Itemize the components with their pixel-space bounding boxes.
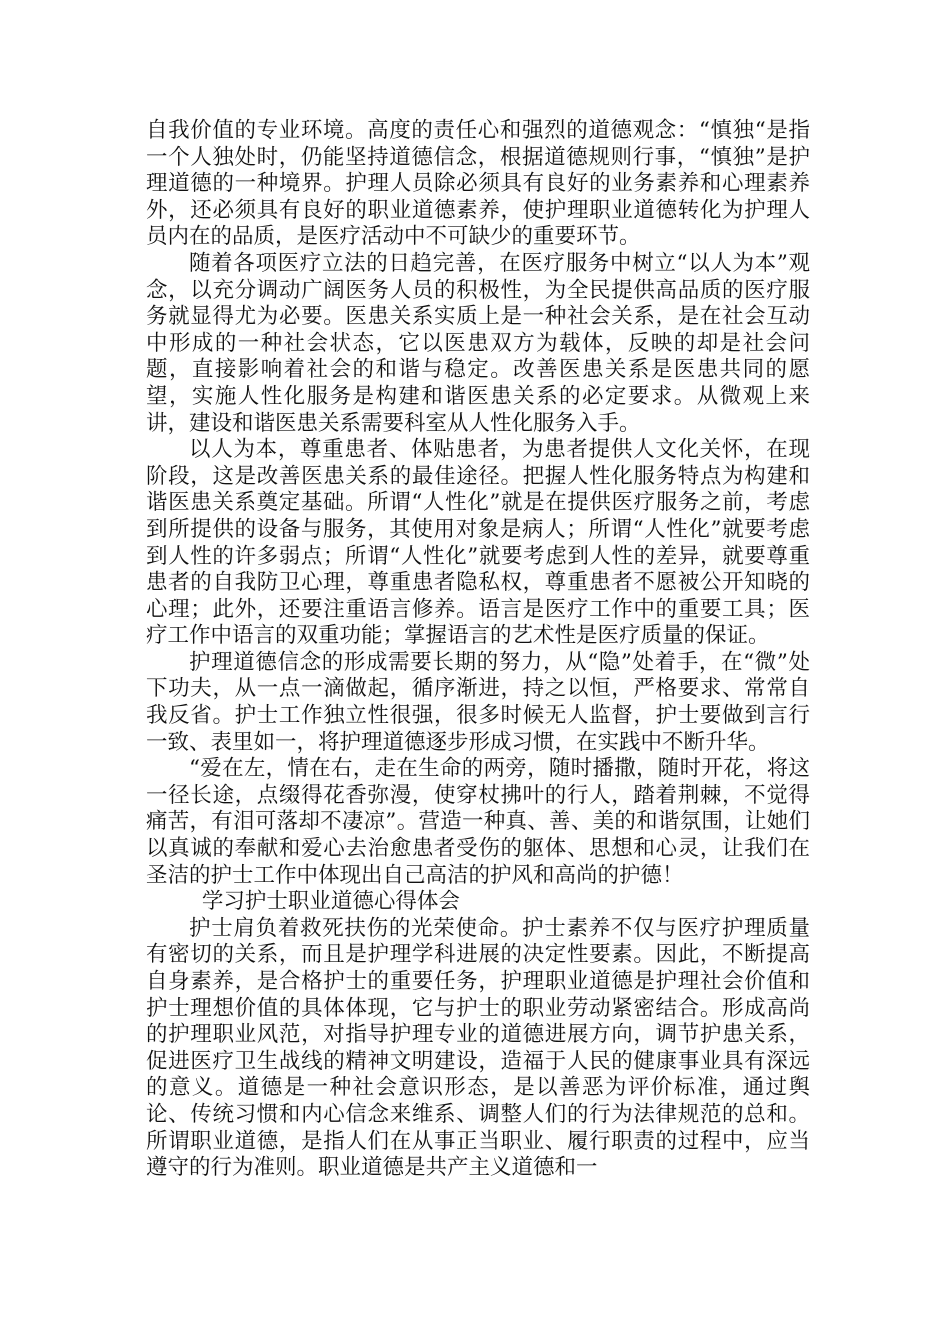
document-page	[146, 118, 810, 1182]
paragraph-3: 以人为本，尊重患者、体贴患者，为患者提供人文化关怀，在现阶段，这是改善医患关系的最佳途径。把握人性化服务特点为构建和谐医患关系奠定基础。所谓“人性化”就是在提供医疗服务之前，考虑到所提供的设备与服务，其使用对象是病人；所谓“人性化”就要考虑到人性的许多弱点；所谓“人性化”就要考虑到人性的差异，就要尊重患者的自我防卫心理，尊重患者隐私权，尊重患者不愿被公开知晓的心理；此外，还要注重语言修养。语言是医疗工作中的重要工具；医疗工作中语言的双重功能；掌握语言的艺术性是医疗质量的保证。	[146, 437, 810, 649]
paragraph-6: 护士肩负着救死扶伤的光荣使命。护士素养不仅与医疗护理质量有密切的关系，而且是护理学科进展的决定性要素。因此，不断提高自身素养，是合格护士的重要任务，护理职业道德是护理社会价值和护士理想价值的具体体现，它与护士的职业劳动紧密结合。形成高尚的护理职业风范，对指导护理专业的道德进展方向，调节护患关系，促进医疗卫生战线的精神文明建设，造福于人民的健康事业具有深远的意义。道德是一种社会意识形态，是以善恶为评价标准，通过舆论、传统习惯和内心信念来维系、调整人们的行为法律规范的总和。所谓职业道德，是指人们在从事正当职业、履行职责的过程中，应当遵守的行为准则。职业道德是共产主义道德和一	[146, 915, 810, 1181]
paragraph-2: 随着各项医疗立法的日趋完善，在医疗服务中树立“以人为本”观念，以充分调动广阔医务人员的积极性，为全民提供高品质的医疗服务就显得尤为必要。医患关系实质上是一种社会关系，是在社会互动中形成的一种社会状态，它以医患双方为载体，反映的却是社会问题，直接影响着社会的和谐与稳定。改善医患关系是医患共同的愿望，实施人性化服务是构建和谐医患关系的必定要求。从微观上来讲，建设和谐医患关系需要科室从人性化服务入手。	[146, 250, 810, 436]
paragraph-4: 护理道德信念的形成需要长期的努力，从“隐”处着手，在“微”处下功夫，从一点一滴做起，循序渐进，持之以恒，严格要求、常常自我反省。护士工作独立性很强，很多时候无人监督，护士要做到言行一致、表里如一，将护理道德逐步形成习惯，在实践中不断升华。	[146, 649, 810, 755]
section-heading: 学习护士职业道德心得体会	[201, 889, 460, 915]
paragraph-5: “爱在左，情在右，走在生命的两旁，随时播撒，随时开花，将这一径长途，点缀得花香弥漫，使穿杖拂叶的行人，踏着荆棘，不觉得痛苦，有泪可落却不凄凉”。营造一种真、善、美的和谐氛围，让她们以真诚的奉献和爱心去治愈患者受伤的躯体、思想和心灵，让我们在圣洁的护士工作中体现出自己高洁的护风和高尚的护德！	[146, 756, 810, 888]
paragraph-1: 自我价值的专业环境。高度的责任心和强烈的道德观念：“慎独“是指一个人独处时，仍能坚持道德信念，根据道德规则行事，“慎独”是护理道德的一种境界。护理人员除必须具有良好的业务素养和心理素养外，还必须具有良好的职业道德素养，使护理职业道德转化为护理人员内在的品质，是医疗活动中不可缺少的重要环节。	[146, 118, 810, 250]
